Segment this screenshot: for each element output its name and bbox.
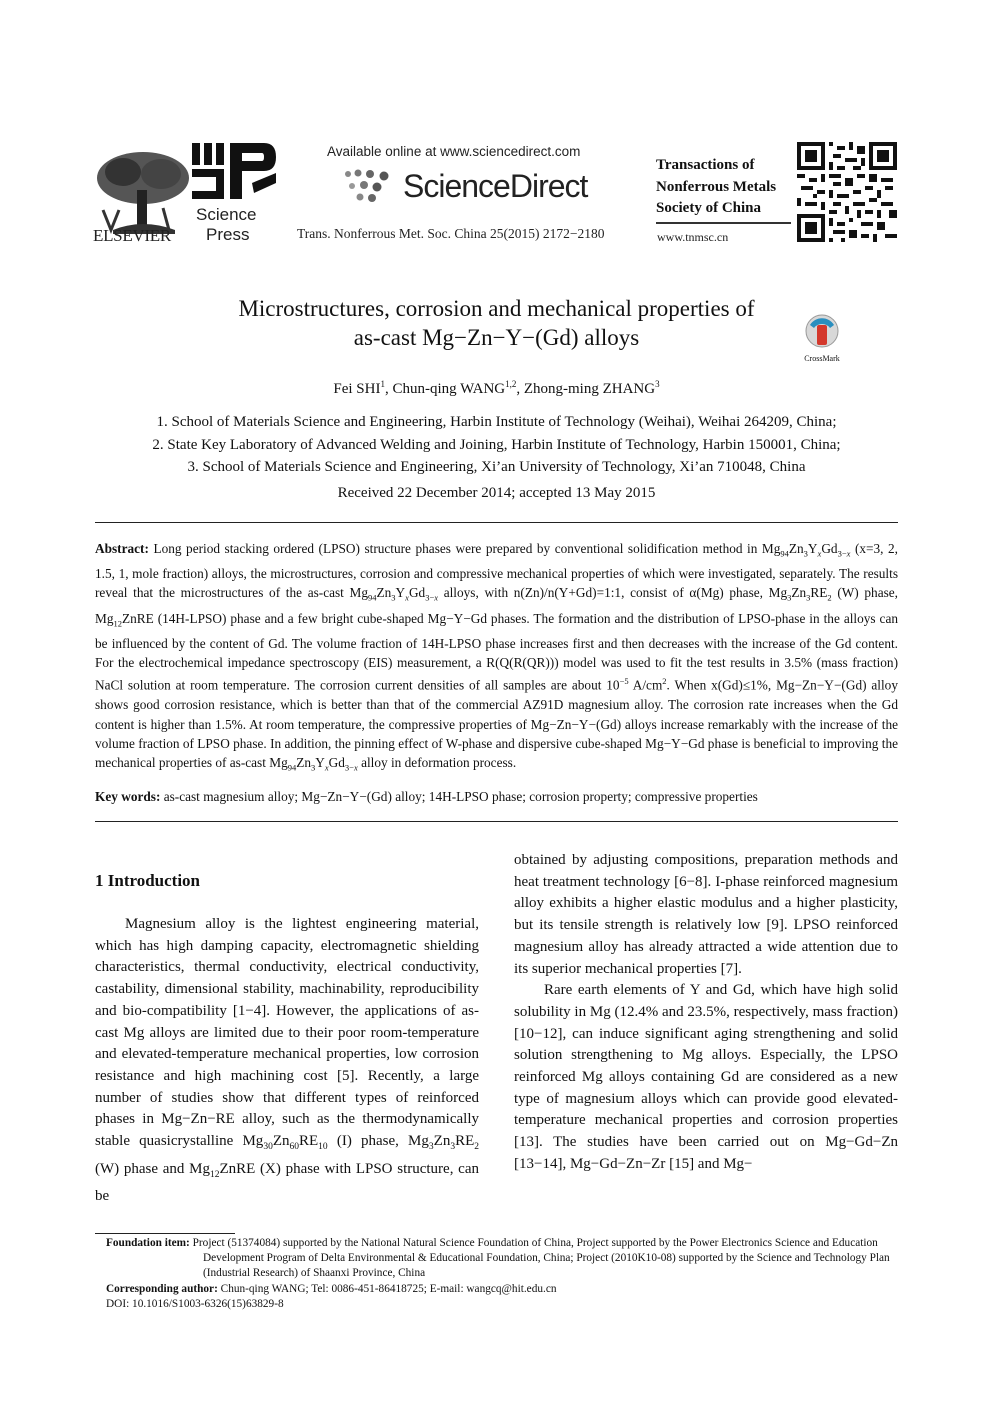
qr-code-icon[interactable] (797, 142, 897, 242)
crossmark-icon (800, 313, 844, 349)
author-affil-sup: 1 (380, 379, 385, 389)
corresponding-label: Corresponding author: (106, 1282, 218, 1295)
paragraph-text: Magnesium alloy is the lightest engineering material, which has high damping capacity, electromagnetic shielding characteristics, thermal conductivity, electrical conductivity, castability, dimensional stability, machinability, reproducibility and bio-compatibility [1−4]. However, the applications of as-cast Mg alloys are limited due to their poor room-temperature and elevated-temperature mechanical properties, low corrosion resistance and high machining cost [5]. Recently, a large number of studies show that different types of reinforced phases in Mg−Zn−RE alloy, such as the thermodynamically stable quasicrystalline Mg (95, 916, 479, 1150)
keywords-label: Key words: (95, 789, 161, 804)
corresponding-author-note (95, 1282, 898, 1297)
journal-name (656, 155, 776, 220)
abstract-text: . When x(Gd)≤1%, Mg−Zn−Y−(Gd) alloy shows good corrosion resistance, which is better than that of the commercial AZ91D magnesium alloy. The corrosion rate increases when the Gd content is higher than 1.5%. At room temperature, the compressive properties of Mg−Zn−Y−(Gd) alloys increase remarkably with the increase of the volume fraction of LPSO phase. In addition, the pinning effect of W-phase and dispersive cube-shaped Mg−Y−Gd phase is beneficial to improving the mechanical properties of as-cast Mg (95, 677, 898, 771)
paper-title-line2: as-cast Mg−Zn−Y−(Gd) alloys (353, 325, 640, 350)
science-press-line1: Science (196, 205, 257, 224)
abstract-text: alloy in deformation process. (357, 755, 517, 771)
paper-title-line1: Microstructures, corrosion and mechanical properties of (238, 296, 755, 321)
journal-name-line2: Nonferrous Metals (656, 178, 777, 195)
foundation-label: Foundation item: (106, 1237, 190, 1249)
science-press-line2: Press (206, 225, 250, 244)
received-dates: Received 22 December 2014; accepted 13 May 2015 (337, 485, 656, 501)
body-column-right (514, 850, 898, 1176)
crossmark-badge[interactable] (800, 313, 844, 361)
abstract-text: (x=3, 2, 1.5, 1, mole fraction) alloys, the microstructures, corrosion and compressive mechanical properties of which were investigated, separately. The results reveal that the microstructures of the as-cast Mg (95, 541, 898, 601)
affiliation-item: 1. School of Materials Science and Engineering, Harbin Institute of Technology (Weihai), Weihai 264209, China; (156, 414, 837, 430)
abstract-label: Abstract: (95, 541, 149, 556)
author-affil-sup: 3 (655, 379, 660, 389)
abstract-top-rule (95, 522, 898, 523)
paper-title (95, 294, 898, 352)
paragraph-text: (I) phase, Mg (327, 1133, 429, 1150)
affiliation-list (95, 411, 898, 479)
abstract-bottom-rule (95, 821, 898, 822)
body-paragraph: Rare earth elements of Y and Gd, which have high solid solubility in Mg (12.4% and 23.5%, respectively, mass fraction) [10−12], can induce significant aging strengthening and solid solution strengthening to Mg alloys. Especially, the LPSO reinforced Mg alloys containing Gd are considered as a new type of magnesium alloys which can provide good elevated-temperature mechanical properties and corrosion properties [13]. The studies have been carried out on Mg−Gd−Zn [13−14], Mg−Gd−Zn−Zr [15] and Mg− (514, 982, 898, 1172)
journal-name-line1: Transactions of (656, 157, 755, 173)
abstract-text: Long period stacking ordered (LPSO) structure phases were prepared by conventional solidification method in Mg (148, 541, 781, 556)
abstract-text: alloys, with n(Zn)/n(Y+Gd)=1:1, consist of α(Mg) phase, Mg (438, 585, 788, 601)
affiliation-item: 2. State Key Laboratory of Advanced Welding and Joining, Harbin Institute of Technology, Harbin 150001, China; (152, 436, 841, 453)
author-list: Fei SHI$^1$, Chun-qing WANG$^{1,2}$, Zhong-ming ZHANG$^3$ (333, 379, 660, 397)
paragraph-text: (W) phase and Mg (95, 1160, 210, 1177)
foundation-note (95, 1236, 898, 1282)
abstract: Abstract: Long period stacking ordered (LPSO) structure phases were prepared by conventional solidification method in $Mg_{94}Zn_3Y_xGd_{3-x}$ (x=3, 2, 1.5, 1, mole fraction) alloys, the microstructures, corrosion and compressive mechanical properties of which were investigated, separately. The results reveal that the microstructures of the as-cast $Mg_{94}Zn_3Y_xGd_{3-x}$ alloys, with n(Zn)/n(Y+Gd)=1:1, consist of α(Mg) phase, $Mg_3Zn_3RE_2$ (W) phase, $Mg_{12}ZnRE$ (14H-LPSO) phase and a few bright cube-shaped Mg−Y−Gd phases. The formation and the distribution of LPSO-phase in the alloys can be influenced by the content of Gd. The volume fraction of 14H-LPSO phase increases first and then decreases with the increase of the Gd content. For the electrochemical impedance spectroscopy (EIS) measurement, a R(Q(R(QR))) model was used to fit the test results in 3.5% (mass fraction) NaCl solution at room temperature. The corrosion current densities of all samples are about $10^{-5}$ $A/cm^2$. When x(Gd)≤1%, Mg−Zn−Y−(Gd) alloy shows good corrosion resistance, which is better than that of the commercial AZ91D magnesium alloy. The corrosion rate increases when the Gd content is higher than 1.5%. At room temperature, the compressive properties of Mg−Zn−Y−(Gd) alloys increase remarkably with the increase of the volume fraction of LPSO phase. In addition, the pinning effect of W-phase and dispersive cube-shaped Mg−Y−Gd phase is beneficial to improving the mechanical properties of as-cast $Mg_{94}Zn_3Y_xGd_{3-x}$ alloy in deformation process. (95, 541, 898, 774)
abstract-text: A/cm (628, 677, 663, 693)
science-press-logo (192, 143, 278, 205)
keywords (95, 789, 898, 805)
foundation-text: Project (51374084) supported by the National Natural Science Foundation of China, Project supported by the Power Electronics Science and Education Development Program of Delta Environmental & Educational Foundation, China; Project (2010K10-08) supported by the Science and Technology Plan (Industrial Research) of Shaanxi Province, China (189, 1237, 890, 1280)
journal-name-line3: Society of China (656, 200, 761, 216)
abstract-text: (W) phase, Mg (95, 585, 898, 626)
paragraph-text: ZnRE (X) phase with LPSO structure, can be (95, 1160, 479, 1205)
crossmark-label: CrossMark (804, 354, 840, 363)
footnotes (95, 1236, 898, 1312)
section-heading: 1 Introduction (95, 871, 201, 890)
body-paragraph: obtained by adjusting compositions, preparation methods and heat treatment technology [6−8]. I-phase reinforced magnesium alloy exhibits a higher elastic modulus and a higher plasticity, but its tensile strength is relatively low [9]. LPSO reinforced magnesium alloy has already attracted a wide attention due to its superior mechanical properties [7]. (514, 852, 898, 977)
affiliation-item: 3. School of Materials Science and Engineering, Xi’an University of Technology, Xi’an 710048, China (187, 459, 806, 475)
corresponding-text: Chun-qing WANG; Tel: 0086-451-86418725; E-mail: wangcq@hit.edu.cn (217, 1282, 557, 1295)
author-name: Fei SHI (333, 381, 381, 397)
author-affil-sup: 1,2 (505, 379, 517, 389)
sciencedirect-dots-icon (342, 168, 394, 202)
body-paragraph: Magnesium alloy is the lightest engineering material, which has high damping capacity, electromagnetic shielding characteristics, thermal conductivity, electrical conductivity, castability, dimensional stability, machinability, reproducibility and bio-compatibility [1−4]. However, the applications of as-cast Mg alloys are limited due to their poor room-temperature and elevated-temperature mechanical properties, low corrosion resistance and high machining cost [5]. Recently, a large number of studies show that different types of reinforced phases in Mg−Zn−RE alloy, such as the thermodynamically stable quasicrystalline $Mg_{30}Zn_{60}RE_{10}$ (I) phase, $Mg_3Zn_3RE_2$ (W) phase and $Mg_{12}ZnRE$ (X) phase with LPSO structure, can be (95, 916, 479, 1205)
abstract-text: ZnRE (14H-LPSO) phase and a few bright cube-shaped Mg−Y−Gd phases. The formation and the distribution of LPSO-phase in the alloys can be influenced by the content of Gd. The volume fraction of 14H-LPSO phase increases first and then decreases with the increase of the Gd content. For the electrochemical impedance spectroscopy (EIS) measurement, a R(Q(R(QR))) model was used to fit the test results in 3.5% (mass fraction) NaCl solution at room temperature. The corrosion current densities of all samples are about 10 (95, 610, 898, 693)
author-name: Chun-qing WANG (392, 381, 506, 397)
footnote-rule (95, 1233, 235, 1234)
journal-url-link[interactable]: www.tnmsc.cn (657, 230, 729, 244)
keywords-text: as-cast magnesium alloy; Mg−Zn−Y−(Gd) alloy; 14H-LPSO phase; corrosion property; compressive properties (160, 789, 758, 804)
available-online-text: Available online at www.sciencedirect.com (327, 144, 581, 159)
journal-citation: Trans. Nonferrous Met. Soc. China 25(2015) 2172−2180 (297, 226, 605, 241)
science-press-wordmark (196, 205, 256, 245)
journal-divider (656, 222, 791, 224)
body-column-left (95, 914, 479, 1208)
elsevier-wordmark: ELSEVIER (93, 226, 171, 245)
doi-link[interactable]: DOI: 10.1016/S1003-6326(15)63829-8 (106, 1297, 284, 1310)
author-name: Zhong-ming ZHANG (523, 381, 656, 397)
sciencedirect-wordmark: ScienceDirect (403, 168, 588, 204)
